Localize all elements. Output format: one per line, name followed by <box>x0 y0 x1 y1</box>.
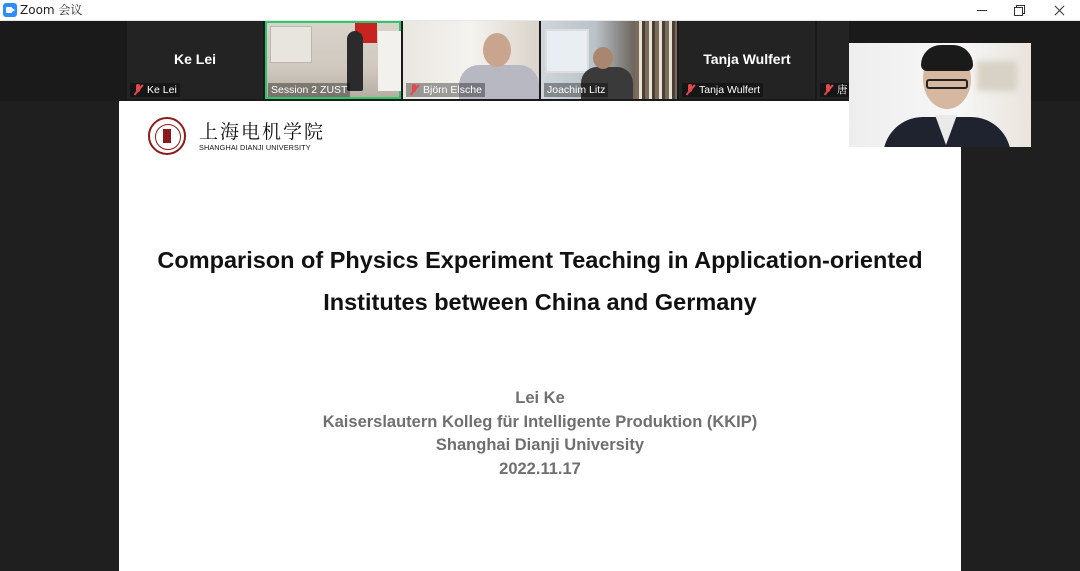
presenter-affiliation: Kaiserslautern Kolleg für Intelligente Produktion (KKIP) <box>322 412 758 431</box>
participant-label <box>268 83 350 97</box>
video-feed <box>635 21 677 99</box>
participant-tile-joachim-litz[interactable] <box>541 21 677 99</box>
participant-label-text: 唐 <box>837 84 848 96</box>
video-feed <box>378 31 401 91</box>
presentation-date: 2022.11.17 <box>499 459 581 478</box>
close-button[interactable] <box>1040 0 1080 20</box>
participant-label-text: Tanja Wulfert <box>699 84 761 96</box>
participant-tile-tang[interactable] <box>817 21 849 99</box>
video-feed <box>977 61 1017 91</box>
video-feed <box>921 45 973 71</box>
mic-muted-icon <box>409 84 419 96</box>
presenter-name: Lei Ke <box>515 389 565 407</box>
restore-button[interactable] <box>1000 0 1040 20</box>
participant-tile-session-2-zust[interactable] <box>265 21 401 99</box>
slide-title <box>119 239 961 323</box>
mic-muted-icon <box>685 84 695 96</box>
participant-tile-tanja-wulfert[interactable] <box>679 21 815 99</box>
mic-muted-icon <box>133 84 143 96</box>
video-feed <box>593 47 613 69</box>
mic-muted-icon <box>823 84 833 96</box>
participant-label <box>544 83 608 97</box>
video-feed <box>483 33 511 67</box>
presenter-info <box>119 387 961 481</box>
participant-display-name: Tanja Wulfert <box>703 51 791 67</box>
window-title: Zoom 会议 <box>20 3 83 17</box>
participant-label-text: Session 2 ZUST <box>271 84 348 96</box>
presenter-affiliation: Shanghai Dianji University <box>435 436 645 454</box>
slide-title-line: Institutes between China and Germany <box>323 289 757 315</box>
participant-label-text: Joachim Litz <box>547 84 606 96</box>
video-feed <box>545 29 589 73</box>
participant-tile-bjorn-elsche[interactable] <box>403 21 539 99</box>
video-feed <box>347 31 363 91</box>
participant-label-text: Björn Elsche <box>423 84 482 96</box>
participant-label <box>820 83 849 97</box>
participant-tile-ke-lei[interactable] <box>127 21 263 99</box>
participant-label <box>406 83 485 97</box>
participant-label-text: Ke Lei <box>147 84 177 96</box>
participant-display-name: Ke Lei <box>173 51 216 67</box>
participant-label <box>682 83 763 97</box>
university-seal-logo <box>148 117 186 155</box>
window-titlebar <box>0 0 1080 21</box>
participant-label <box>130 83 180 97</box>
video-feed <box>926 79 968 89</box>
slide-title-line: Comparison of Physics Experiment Teaching in Application-oriented <box>157 247 923 273</box>
university-name-english: SHANGHAI DIANJI UNIVERSITY <box>199 143 311 152</box>
video-feed <box>270 26 312 63</box>
shared-screen-slide <box>119 101 961 571</box>
floating-speaker-video[interactable] <box>849 43 1031 147</box>
minimize-button[interactable] <box>962 0 1002 20</box>
zoom-app-icon <box>3 3 17 17</box>
university-name-chinese: 上海电机学院 <box>199 121 326 143</box>
